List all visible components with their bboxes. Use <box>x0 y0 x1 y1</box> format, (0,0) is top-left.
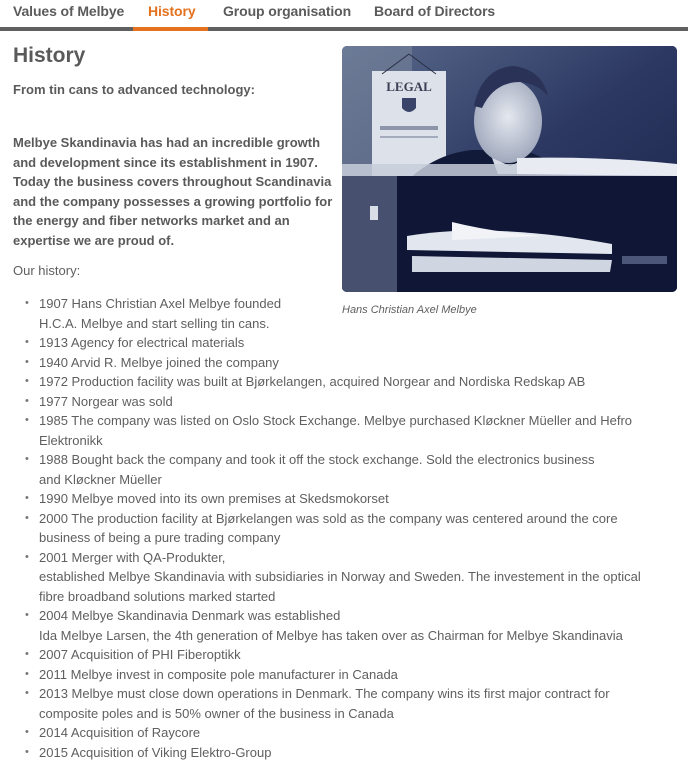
bullet-icon: • <box>25 297 29 309</box>
history-item <box>0 684 689 723</box>
history-item <box>0 489 689 509</box>
intro-paragraph: Melbye Skandinavia has had an incredible growth and development since its establishment in 1907. Today the business covers throughout Scandinavia and the company possesses a growing portfolio for the energy and fiber networks market and an expertise we are proud of. <box>13 135 333 248</box>
history-item-text: 2013 Melbye must close down operations in Denmark. The company wins its first major contract for <box>39 686 610 701</box>
history-item <box>0 294 689 333</box>
history-item-text: 2001 Merger with QA-Produkter, <box>39 549 226 565</box>
history-item <box>0 392 689 412</box>
bullet-icon: • <box>25 492 29 504</box>
history-item-text: business of being a pure trading company <box>39 530 281 545</box>
bullet-icon: • <box>25 336 29 348</box>
section-tabs <box>0 0 689 31</box>
history-item-text: composite poles and is 50% owner of the business in Canada <box>39 705 394 721</box>
bullet-icon: • <box>25 687 29 699</box>
history-timeline <box>0 294 689 762</box>
our-history-label: Our history: <box>13 263 81 278</box>
history-item-text: Elektronikk <box>39 432 103 448</box>
bullet-icon: • <box>25 667 29 680</box>
history-item-text: 2015 Acquisition of Viking Elektro-Group <box>39 744 272 760</box>
history-item <box>0 450 689 489</box>
history-item-text: Ida Melbye Larsen, the 4th generation of Melbye has taken over as Chairman for Melbye Skandinavia <box>39 627 623 643</box>
history-item-text: 1985 The company was listed on Oslo Stock Exchange. Melbye purchased Kløckner Müeller and Hefro <box>39 413 633 428</box>
history-item <box>0 411 689 450</box>
tab-board-of-directors[interactable]: Board of Directors <box>374 3 496 19</box>
history-item <box>0 665 689 685</box>
history-item <box>0 333 689 353</box>
founder-photo-image <box>342 46 677 292</box>
history-item-text: 1990 Melbye moved into its own premises at Skedsmokorset <box>39 491 389 506</box>
history-item <box>0 353 689 373</box>
history-item <box>0 723 689 743</box>
bullet-icon: • <box>25 511 29 524</box>
history-item-text: 2000 The production facility at Bjørkelangen was sold as the company was centered around the core <box>39 510 618 526</box>
history-item-text: 1972 Production facility was built at Bjørkelangen, acquired Norgear and Nordiska Redskap AB <box>39 374 586 389</box>
history-item <box>0 548 689 607</box>
history-item-text: and Kløckner Müeller <box>39 471 162 487</box>
history-item <box>0 372 689 392</box>
tab-bar-divider <box>0 27 688 31</box>
page-subtitle: From tin cans to advanced technology: <box>13 82 255 97</box>
active-tab-indicator <box>133 27 208 31</box>
bullet-icon: • <box>25 609 29 621</box>
legal-sign-text: LEGAL <box>386 79 432 94</box>
tab-history[interactable]: History <box>148 3 196 19</box>
history-item-text: 2004 Melbye Skandinavia Denmark was established <box>39 608 341 623</box>
bullet-icon: • <box>25 745 29 758</box>
history-item-text: 2007 Acquisition of PHI Fiberoptikk <box>39 647 241 662</box>
history-item-text: 1988 Bought back the company and took it off the stock exchange. Sold the electronics business <box>39 452 595 467</box>
history-item-text: 1907 Hans Christian Axel Melbye founded <box>39 296 282 311</box>
history-item <box>0 645 689 665</box>
history-item <box>0 743 689 763</box>
history-item-text: 1913 Agency for electrical materials <box>39 335 245 350</box>
page-title: History <box>13 44 86 67</box>
bullet-icon: • <box>25 648 29 660</box>
history-item <box>0 509 689 548</box>
tab-group-organisation[interactable]: Group organisation <box>223 3 352 19</box>
photo-caption: Hans Christian Axel Melbye <box>342 304 477 316</box>
history-item-text: fibre broadband solutions marked started <box>39 588 276 604</box>
history-item-text: 1940 Arvid R. Melbye joined the company <box>39 354 279 370</box>
history-item-text: 1977 Norgear was sold <box>39 393 173 409</box>
history-item-text: 2011 Melbye invest in composite pole manufacturer in Canada <box>39 666 398 682</box>
bullet-icon: • <box>25 394 29 407</box>
bullet-icon: • <box>25 355 29 368</box>
bullet-icon: • <box>25 550 29 563</box>
bullet-icon: • <box>25 414 29 426</box>
history-item-text: established Melbye Skandinavia with subsidiaries in Norway and Sweden. The investement in the optical <box>39 569 641 584</box>
bullet-icon: • <box>25 375 29 387</box>
history-item-text: 2014 Acquisition of Raycore <box>39 725 201 740</box>
history-item <box>0 606 689 645</box>
tab-values-of-melbye[interactable]: Values of Melbye <box>13 3 125 19</box>
bullet-icon: • <box>25 726 29 738</box>
bullet-icon: • <box>25 453 29 465</box>
history-item-text: H.C.A. Melbye and start selling tin cans. <box>39 315 270 331</box>
founder-photo <box>342 46 677 292</box>
